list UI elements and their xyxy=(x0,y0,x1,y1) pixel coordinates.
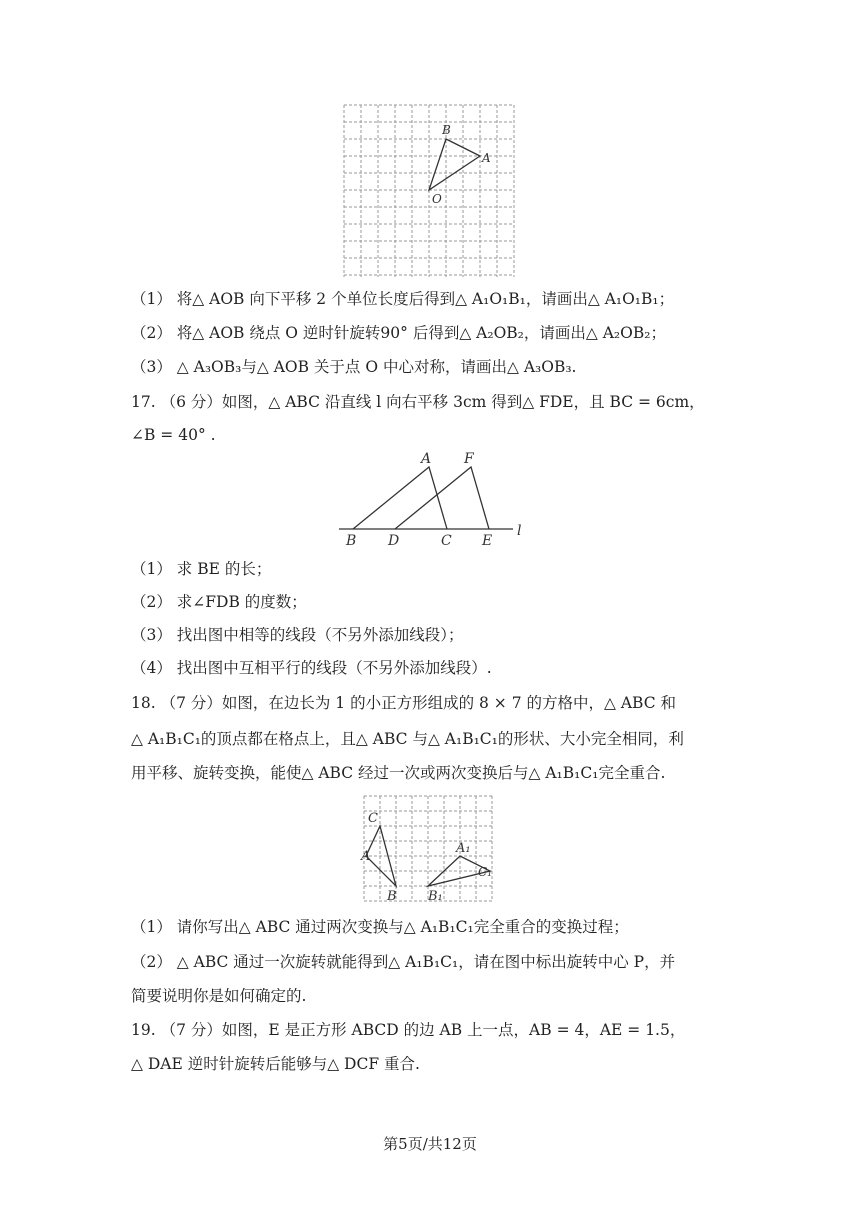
label-b: B xyxy=(442,123,451,137)
label-a: A xyxy=(421,451,432,467)
q18-item-2-line-1: （2） △ ABC 通过一次旋转就能得到△ A₁B₁C₁，请在图中标出旋转中心 P，并 xyxy=(131,953,676,971)
q19-stem-line-2: △ DAE 逆时针旋转后能够与△ DCF 重合. xyxy=(131,1055,420,1073)
label-a: A xyxy=(482,151,491,165)
label-a1: A₁ xyxy=(456,841,471,856)
label-c: C xyxy=(441,533,452,549)
label-f: F xyxy=(464,451,474,467)
q18-stem-line-2: △ A₁B₁C₁的顶点都在格点上，且△ ABC 与△ A₁B₁C₁的形状、大小完全相同，利 xyxy=(131,730,684,748)
q16-item-3: （3） △ A₃OB₃与△ AOB 关于点 O 中心对称，请画出△ A₃OB₃. xyxy=(131,358,577,376)
label-b: B xyxy=(346,533,357,549)
label-c1: C₁ xyxy=(478,865,492,879)
q18-item-2-line-2: 简要说明你是如何确定的. xyxy=(131,987,307,1005)
label-e: E xyxy=(482,533,493,549)
triangle-aob xyxy=(429,139,480,190)
figure-translation-abc-fde xyxy=(335,450,535,550)
q16-item-2: （2） 将△ AOB 绕点 O 逆时针旋转90° 后得到△ A₂OB₂，请画出△ A₂OB₂； xyxy=(131,324,666,342)
label-o: O xyxy=(432,192,442,206)
label-l: l xyxy=(517,523,522,539)
q18-stem-line-1: 18. （7 分）如图，在边长为 1 的小正方形组成的 8 × 7 的方格中，△ ABC 和 xyxy=(131,694,677,712)
label-d: D xyxy=(388,533,400,549)
q18-item-1: （1） 请你写出△ ABC 通过两次变换与△ A₁B₁C₁完全重合的变换过程； xyxy=(131,918,629,936)
q18-stem-line-3: 用平移、旋转变换，能使△ ABC 经过一次或两次变换后与△ A₁B₁C₁完全重合. xyxy=(131,764,666,782)
grid-figure-aob xyxy=(343,104,517,278)
page-footer: 第5页/共12页 xyxy=(383,1135,477,1153)
q19-stem-line-1: 19. （7 分）如图，E 是正方形 ABCD 的边 AB 上一点，AB = 4，AE = 1.5， xyxy=(131,1021,686,1039)
q17-item-3: （3） 找出图中相等的线段（不另外添加线段）； xyxy=(131,626,464,644)
grid-figure-abc-a1b1c1 xyxy=(362,794,494,904)
q16-item-1: （1） 将△ AOB 向下平移 2 个单位长度后得到△ A₁O₁B₁，请画出△ A₁O₁B₁； xyxy=(131,290,675,308)
triangle-fde xyxy=(395,467,489,529)
label-b1: B₁ xyxy=(428,889,443,904)
q17-stem-line-1: 17. （6 分）如图，△ ABC 沿直线 l 向右平移 3cm 得到△ FDE，且 BC = 6cm， xyxy=(131,393,705,411)
q17-item-2: （2） 求∠FDB 的度数； xyxy=(131,593,307,611)
label-c: C xyxy=(368,811,378,826)
label-b: B xyxy=(387,889,397,904)
q17-item-4: （4） 找出图中互相平行的线段（不另外添加线段）. xyxy=(131,659,492,677)
q17-item-1: （1） 求 BE 的长； xyxy=(131,560,272,578)
label-a: A xyxy=(361,849,371,864)
q17-stem-line-2: ∠B = 40° . xyxy=(131,426,216,444)
